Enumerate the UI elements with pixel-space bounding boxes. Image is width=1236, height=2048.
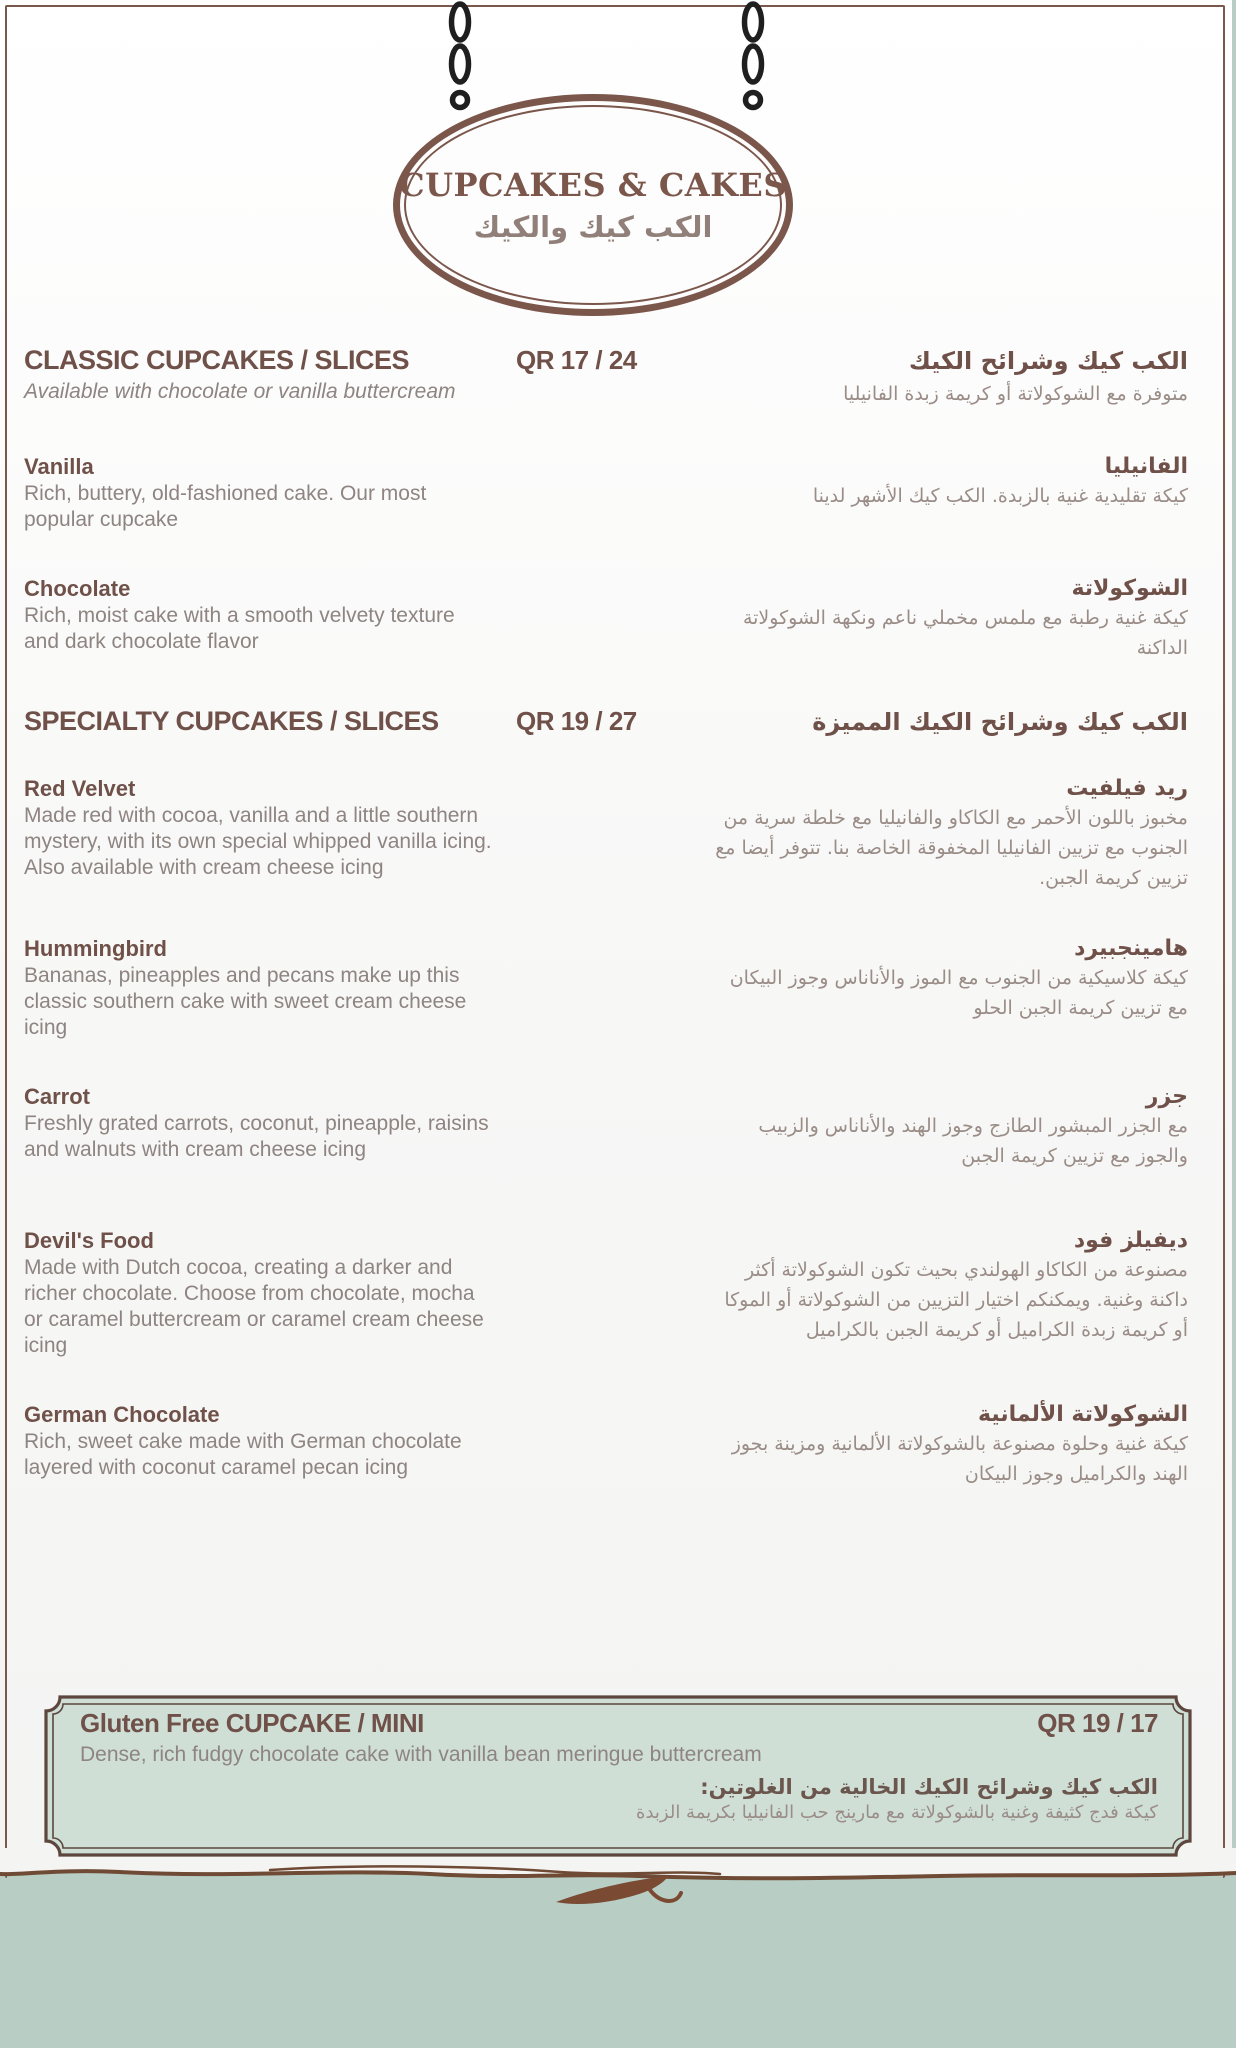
gluten-free-desc-en: Dense, rich fudgy chocolate cake with vanilla bean meringue buttercream [80,1743,762,1766]
item-desc-en: Rich, moist cake with a smooth velvety texture and dark chocolate flavor [24,604,455,653]
item-name-ar: هامينجبيرد [1074,936,1188,961]
item-name-en: Hummingbird [24,936,167,961]
sign-inner-ring [399,105,787,305]
item-desc-ar: كيكة غنية رطبة مع ملمس مخملي ناعم ونكهة الشوكولاتة الداكنة [742,607,1188,659]
gluten-free-title-ar: الكب كيك وشرائح الكيك الخالية من الغلوتين: [700,1775,1158,1799]
item-name-ar: ديفيلز فود [1073,1228,1188,1253]
gluten-free-price: QR 19 / 17 [1037,1708,1158,1738]
item-name-en: Red Velvet [24,776,136,801]
section-subtitle-row [24,379,1188,409]
item-name-en: Devil's Food [24,1228,154,1253]
menu-item-carrot [24,1083,1188,1171]
sign-header [0,0,1232,340]
menu-item-hummingbird [24,935,1188,1041]
section-header-specialty [24,705,1188,737]
item-desc-en: Made red with cocoa, vanilla and a little southern mystery, with its own special whipped vanilla icing. Also available with cream cheese icing [24,804,492,879]
item-name-ar: الفانيليا [1104,454,1188,479]
item-desc-ar: مخبوز باللون الأحمر مع الكاكاو والفانيليا مع خلطة سرية من الجنوب مع تزيين الفانيليا المخفوقة الخاصة بنا. تتوفر أيضا مع تزيين كريمة الجبن. [715,807,1188,889]
section-heading-en: CLASSIC CUPCAKES / SLICES [24,345,410,375]
item-name-en: Carrot [24,1084,91,1109]
menu-item-vanilla [24,453,1188,533]
leaf-flourish-icon [556,1876,681,1904]
item-desc-ar: مع الجزر المبشور الطازج وجوز الهند والأناناس والزبيب والجوز مع تزيين كريمة الجبن [758,1115,1188,1167]
item-desc-ar: كيكة كلاسيكية من الجنوب مع الموز والأناناس وجوز البيكان مع تزيين كريمة الجبن الحلو [729,967,1188,1019]
menu-item-red-velvet [24,775,1188,893]
item-desc-ar: مصنوعة من الكاكاو الهولندي بحيث تكون الشوكولاتة أكثر داكنة وغنية. ويمكنكم اختيار التزيين من الشوكولاتة أو الموكا أو كريمة زبدة الكراميل أو كريمة الجبن بالكراميل [724,1259,1188,1341]
gluten-free-title: Gluten Free CUPCAKE / MINI [80,1708,424,1738]
item-name-ar: جزر [1145,1084,1188,1109]
item-desc-ar: كيكة تقليدية غنية بالزبدة. الكب كيك الأشهر لدينا [812,485,1188,507]
paper-bottom-edge [0,1848,1236,1912]
item-desc-en: Freshly grated carrots, coconut, pineapple, raisins and walnuts with cream cheese icing [24,1112,489,1161]
section-header-classic [24,344,1188,376]
section-price: QR 19 / 27 [516,706,637,736]
section-heading-ar: الكب كيك وشرائح الكيك المميزة [812,708,1188,736]
menu-item-chocolate [24,575,1188,663]
item-desc-en: Rich, sweet cake made with German chocolate layered with coconut caramel pecan icing [24,1430,462,1479]
gluten-free-box [44,1695,1192,1857]
section-heading-ar: الكب كيك وشرائح الكيك [908,347,1188,375]
item-name-en: Vanilla [24,454,94,479]
gluten-free-desc-ar: كيكة فدج كثيفة وغنية بالشوكولاتة مع مارينج حب الفانيليا بكريمة الزبدة [636,1802,1158,1823]
item-name-en: Chocolate [24,576,131,601]
section-subtitle-ar: متوفرة مع الشوكولاتة أو كريمة زبدة الفانيليا [843,383,1188,405]
item-desc-en: Made with Dutch cocoa, creating a darker and richer chocolate. Choose from chocolate, mocha or caramel buttercream or caramel cream cheese icing [24,1256,484,1357]
sign-title-english: CUPCAKES & CAKES [399,166,787,204]
item-desc-en: Rich, buttery, old-fashioned cake. Our most popular cupcake [24,482,427,531]
sign-title-arabic: الكب كيك والكيك [473,210,713,244]
menu-content [24,344,1188,1531]
item-desc-en: Bananas, pineapples and pecans make up this classic southern cake with sweet cream cheese icing [24,964,467,1039]
item-name-ar: الشوكولاتة [1071,576,1188,601]
menu-item-devils-food [24,1227,1188,1359]
item-name-ar: ريد فيلفيت [1066,776,1188,801]
item-name-en: German Chocolate [24,1402,220,1427]
section-heading-en: SPECIALTY CUPCAKES / SLICES [24,706,439,736]
menu-item-german-chocolate [24,1401,1188,1489]
item-name-ar: الشوكولاتة الألمانية [978,1402,1188,1427]
section-price: QR 17 / 24 [516,345,637,375]
section-subtitle-en: Available with chocolate or vanilla buttercream [24,380,456,403]
sign-oval [393,94,793,316]
item-desc-ar: كيكة غنية وحلوة مصنوعة بالشوكولاتة الألمانية ومزينة بجوز الهند والكراميل وجوز البيكان [731,1433,1188,1485]
